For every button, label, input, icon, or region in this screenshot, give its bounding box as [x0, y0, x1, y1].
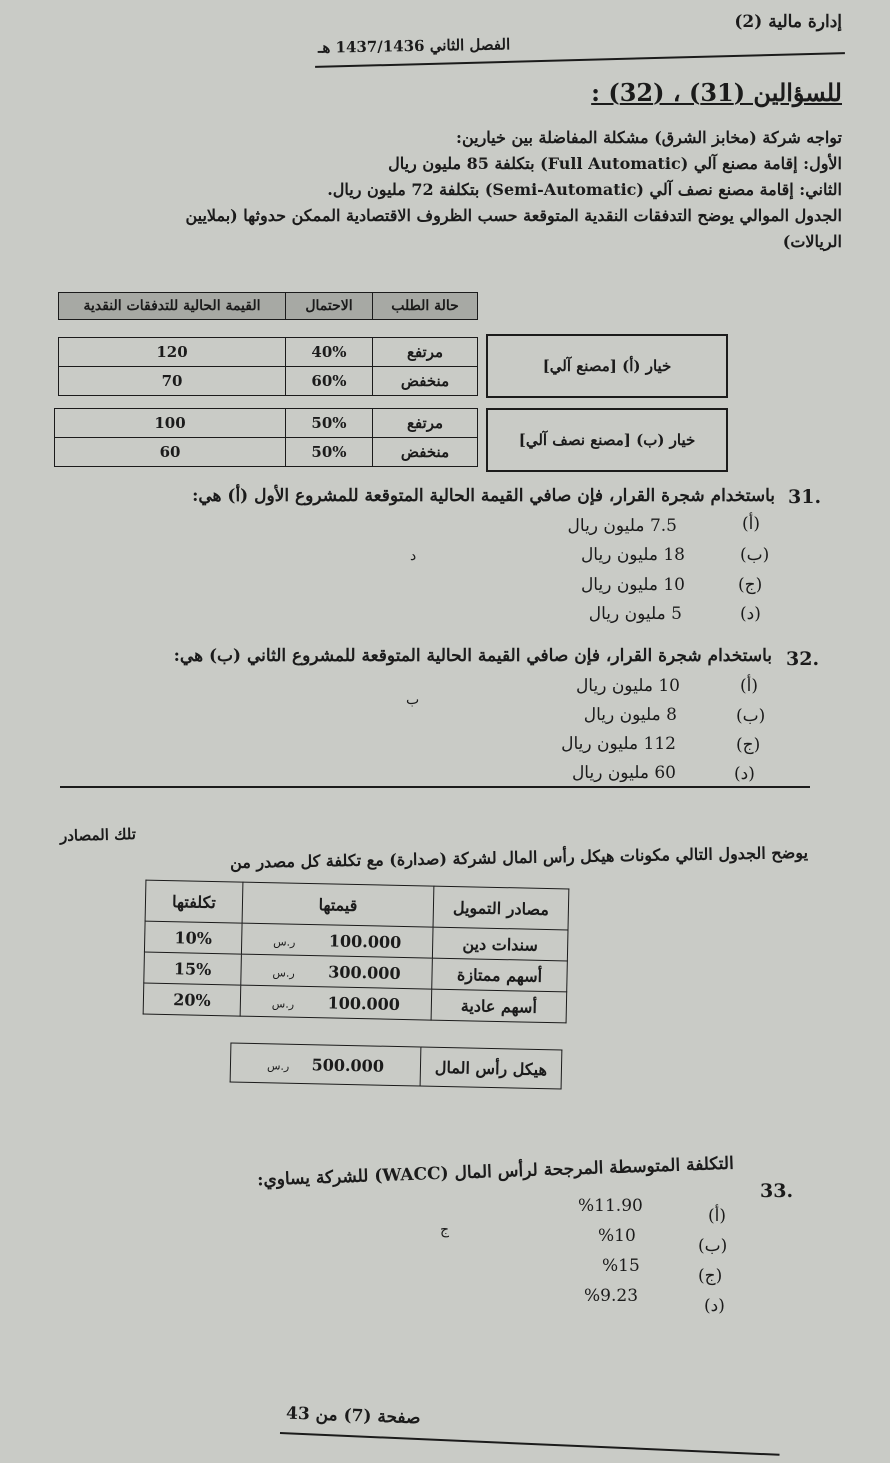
- term-label: الفصل الثاني 1437/1436 هـ: [317, 35, 511, 57]
- q32-number: 32.: [786, 648, 820, 670]
- capital-partial-line: تلك المصادر: [59, 825, 137, 845]
- option-a-value-high: 120: [59, 338, 286, 367]
- header-demand-state: حالة الطلب: [373, 293, 478, 320]
- q31-answer-mark: د: [410, 548, 417, 564]
- footer-line: [280, 1432, 780, 1455]
- header-cost: تكلفتها: [145, 880, 243, 923]
- option-a-prob-low: 60%: [286, 367, 373, 396]
- intro-line-3: الثاني: إقامة مصنع نصف آلي (Semi-Automatic) بتكلفة 72 مليون ريال.: [327, 180, 842, 199]
- source-value-cell: [240, 985, 432, 1020]
- capital-intro: يوضح الجدول التالي مكونات هيكل رأس المال لشركة (صدارة) مع تكلفة كل مصدر من: [229, 842, 809, 873]
- q32-option-c-letter: (ج): [736, 735, 761, 755]
- q31-number: 31.: [788, 486, 822, 508]
- source-value: 100.000: [327, 992, 401, 1014]
- currency-label: ر.س: [273, 934, 296, 949]
- currency-label: ر.س: [266, 1058, 290, 1073]
- q33-option-b-value: %10: [598, 1226, 636, 1246]
- section-divider: [60, 786, 810, 788]
- q33-option-c-letter: (ج): [698, 1266, 723, 1286]
- q32-text: باستخدام شجرة القرار، فإن صافي القيمة الحالية المتوقعة للمشروع الثاني (ب) هي:: [173, 646, 772, 666]
- q33-option-a-letter: (أ): [708, 1206, 727, 1226]
- option-a-value-low: 70: [59, 367, 286, 396]
- option-a-state-high: مرتفع: [373, 338, 478, 367]
- currency-label: ر.س: [271, 996, 295, 1011]
- option-a-state-low: منخفض: [373, 367, 478, 396]
- q31-option-b-letter: (ب): [740, 545, 770, 565]
- section-title: للسؤالين (31) ، (32) :: [591, 78, 842, 107]
- source-name: سندات دين: [432, 927, 568, 961]
- option-a-table: [58, 337, 478, 396]
- intro-line-5: الريالات): [782, 232, 842, 251]
- option-b-value-low: 60: [55, 438, 286, 467]
- option-b-value-high: 100: [55, 409, 286, 438]
- option-b-label: خيار (ب) [مصنع نصف آلي]: [486, 408, 728, 472]
- q33-answer-mark: ج: [440, 1222, 450, 1238]
- q33-option-a-value: %11.90: [578, 1196, 643, 1216]
- q31-option-a-letter: (أ): [742, 514, 761, 534]
- q31-option-d-letter: (د): [740, 604, 761, 624]
- source-name: أسهم عادية: [431, 989, 567, 1023]
- q31-option-a-value: 7.5 مليون ريال: [567, 516, 677, 536]
- option-a-label: خيار (أ) [مصنع آلي]: [486, 334, 728, 398]
- total-value-cell: [230, 1043, 421, 1086]
- q33-option-b-letter: (ب): [698, 1236, 728, 1256]
- page-number: صفحة (7) من 43: [285, 1403, 421, 1429]
- option-b-prob-high: 50%: [286, 409, 373, 438]
- q31-text: باستخدام شجرة القرار، فإن صافي القيمة الحالية المتوقعة للمشروع الأول (أ) هي:: [192, 486, 775, 506]
- capital-structure-table: [143, 880, 570, 1024]
- header-value: قيمتها: [242, 882, 434, 927]
- q32-option-d-value: 60 مليون ريال: [571, 763, 676, 783]
- intro-line-4: الجدول الموالي يوضح التدفقات النقدية المتوقعة حسب الظروف الاقتصادية الممكن حدوثها (بملايين: [185, 206, 842, 225]
- intro-line-1: تواجه شركة (مخابز الشرق) مشكلة المفاضلة بين خيارين:: [456, 128, 842, 147]
- q31-option-d-value: 5 مليون ريال: [588, 604, 682, 624]
- option-b-state-high: مرتفع: [373, 409, 478, 438]
- cashflow-table-header: [58, 292, 478, 320]
- source-cost: 20%: [143, 983, 241, 1016]
- q32-option-a-value: 10 مليون ريال: [575, 676, 680, 696]
- q32-option-b-value: 8 مليون ريال: [583, 705, 677, 725]
- option-b-prob-low: 50%: [286, 438, 373, 467]
- course-title: إدارة مالية (2): [734, 12, 842, 32]
- q31-option-c-letter: (ج): [738, 575, 763, 595]
- q32-option-c-value: 112 مليون ريال: [561, 734, 676, 754]
- q33-option-d-letter: (د): [704, 1296, 725, 1316]
- q33-option-d-value: %9.23: [584, 1286, 639, 1306]
- header-financing-source: مصادر التمويل: [433, 886, 569, 930]
- q32-option-b-letter: (ب): [736, 706, 766, 726]
- capital-total-table: [230, 1043, 563, 1090]
- currency-label: ر.س: [272, 965, 295, 980]
- source-name: أسهم ممتازة: [432, 958, 568, 992]
- q32-answer-mark: ب: [406, 692, 420, 708]
- source-value: 100.000: [328, 930, 402, 952]
- source-value-cell: [241, 954, 433, 989]
- total-label: هيكل رأس المال: [420, 1047, 562, 1089]
- source-cost: 10%: [144, 921, 242, 954]
- source-cost: 15%: [144, 952, 242, 985]
- q33-option-c-value: %15: [602, 1256, 640, 1276]
- option-b-table: [54, 408, 478, 467]
- source-value-cell: [241, 923, 433, 958]
- q31-option-c-value: 10 مليون ريال: [580, 575, 685, 595]
- q33-number: 33.: [760, 1180, 794, 1202]
- option-b-state-low: منخفض: [373, 438, 478, 467]
- total-value: 500.000: [311, 1054, 385, 1076]
- q32-option-a-letter: (أ): [740, 676, 759, 696]
- q32-option-d-letter: (د): [734, 764, 755, 784]
- header-probability: الاحتمال: [286, 293, 373, 320]
- q33-text: التكلفة المتوسطة المرجحة لرأس المال (WACC) للشركة يساوي:: [256, 1153, 735, 1191]
- source-value: 300.000: [328, 961, 401, 983]
- q31-option-b-value: 18 مليون ريال: [580, 545, 685, 565]
- option-a-prob-high: 40%: [286, 338, 373, 367]
- intro-line-2: الأول: إقامة مصنع آلي (Full Automatic) بتكلفة 85 مليون ريال: [388, 154, 842, 173]
- header-present-value: القيمة الحالية للتدفقات النقدية: [59, 293, 286, 320]
